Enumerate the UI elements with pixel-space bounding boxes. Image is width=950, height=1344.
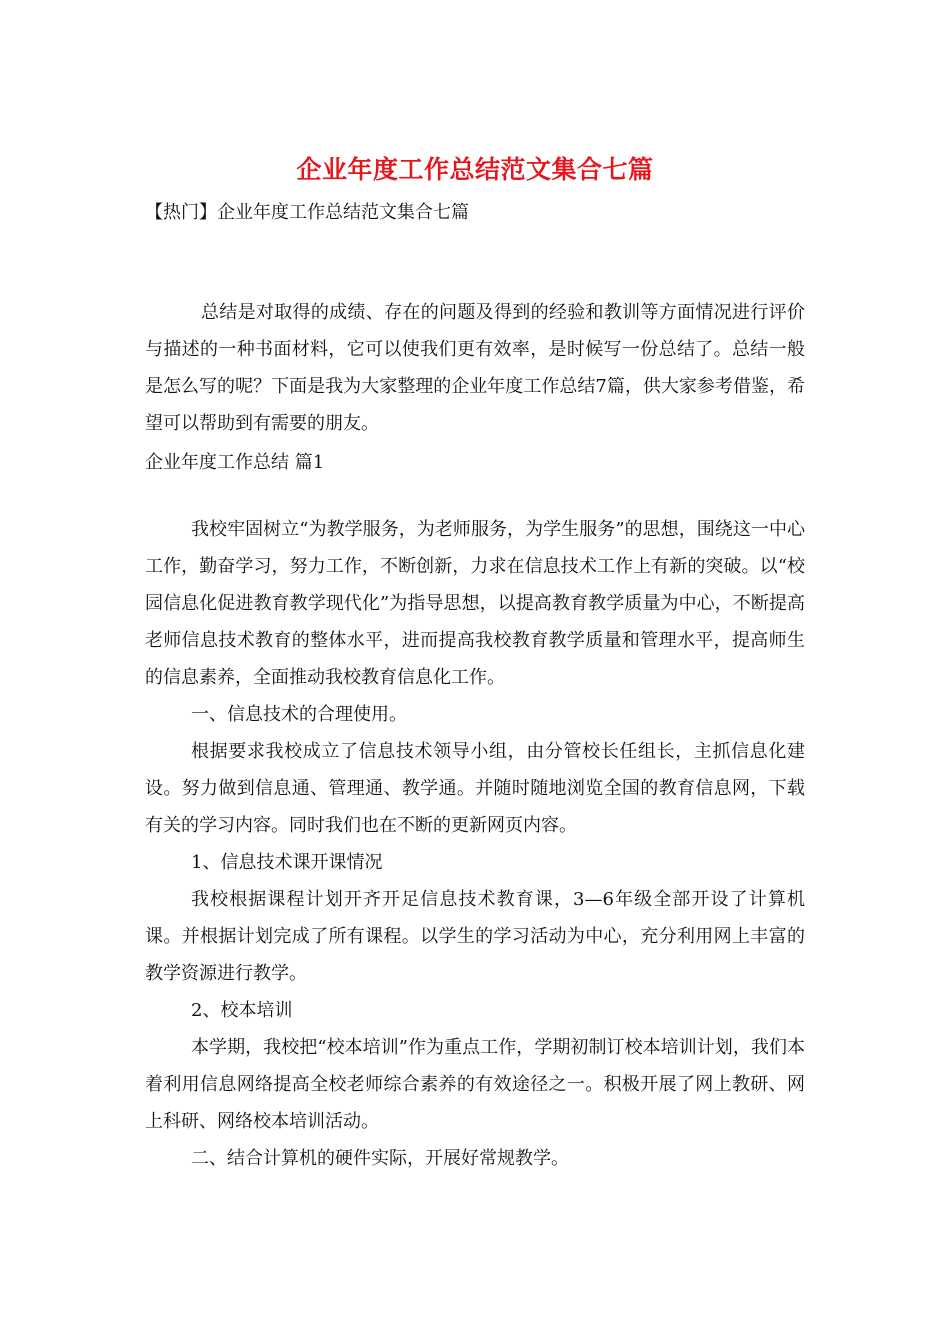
heading-hardware-teaching: 二、结合计算机的硬件实际，开展好常规教学。 xyxy=(191,1148,569,1169)
body-paragraph-3: 我校根据课程计划开齐开足信息技术教育课，3—6年级全部开设了计算机课。并根据计划完成了所有课程。以学生的学习活动为中心，充分利用网上丰富的教学资源进行教学。 xyxy=(145,889,805,984)
section-title: 企业年度工作总结 篇1 xyxy=(145,452,325,473)
document-subtitle: 【热门】企业年度工作总结范文集合七篇 xyxy=(145,202,469,223)
document-title: 企业年度工作总结范文集合七篇 xyxy=(296,155,654,184)
intro-paragraph: 总结是对取得的成绩、存在的问题及得到的经验和教训等方面情况进行评价与描述的一种书面材料，它可以使我们更有效率，是时候写一份总结了。总结一般是怎么写的呢？下面是我为大家整理的企业年度工作总结7篇，供大家参考借鉴，希望可以帮助到有需要的朋友。 xyxy=(145,302,805,434)
body-paragraph-4: 本学期，我校把“校本培训”作为重点工作，学期初制订校本培训计划，我们本着利用信息网络提高全校老师综合素养的有效途径之一。积极开展了网上教研、网上科研、网络校本培训活动。 xyxy=(145,1037,805,1132)
body-paragraph-1: 我校牢固树立“为教学服务，为老师服务，为学生服务”的思想，围绕这一中心工作，勤奋学习，努力工作，不断创新，力求在信息技术工作上有新的突破。以“校园信息化促进教育教学现代化”为指导思想，以提高教育教学质量为中心，不断提高老师信息技术教育的整体水平，进而提高我校教育教学质量和管理水平，提高师生的信息素养，全面推动我校教育信息化工作。 xyxy=(145,519,805,688)
body-paragraph-2: 根据要求我校成立了信息技术领导小组，由分管校长任组长，主抓信息化建设。努力做到信息通、管理通、教学通。并随时随地浏览全国的教育信息网，下载有关的学习内容。同时我们也在不断的更新网页内容。 xyxy=(145,741,805,836)
heading-school-training: 2、校本培训 xyxy=(191,1000,293,1021)
heading-course-status: 1、信息技术课开课情况 xyxy=(191,852,383,873)
main-body xyxy=(145,511,805,1177)
heading-info-tech-usage: 一、信息技术的合理使用。 xyxy=(191,704,407,725)
intro-block xyxy=(145,294,805,442)
